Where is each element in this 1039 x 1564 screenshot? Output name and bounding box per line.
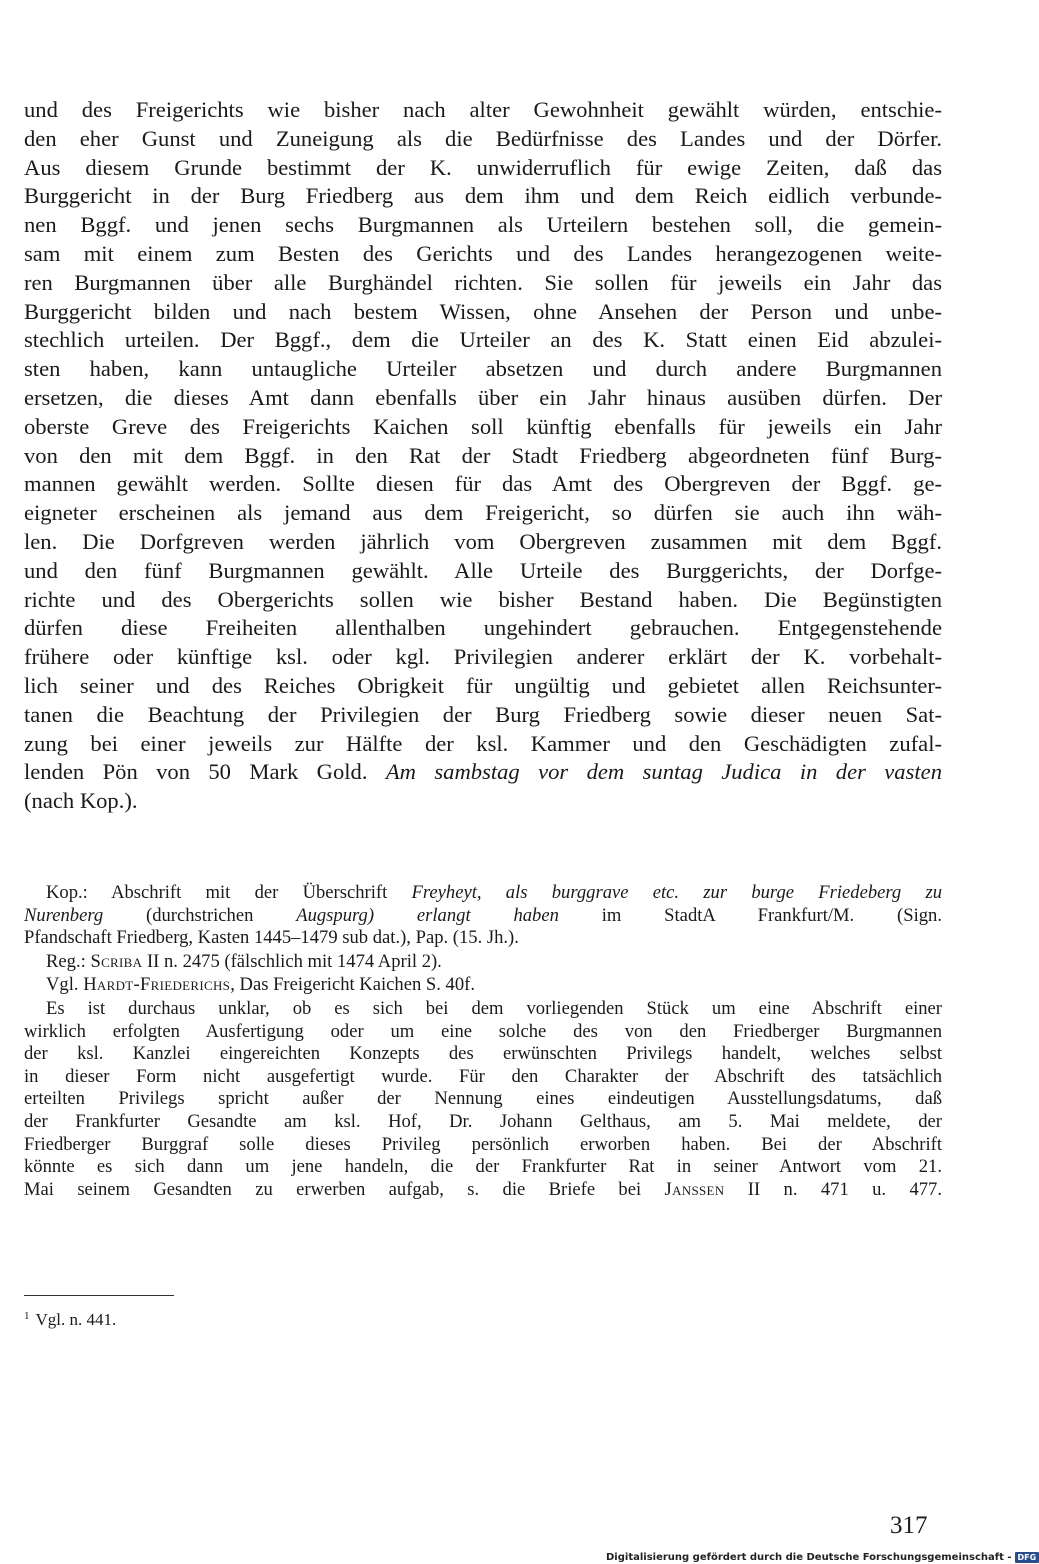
main-text-line: lich seiner und des Reiches Obrigkeit für ungültig und gebietet allen Reichsunter- bbox=[24, 672, 942, 698]
main-text-line: oberste Greve des Freigerichts Kaichen soll künftig ebenfalls für jeweils ein Jahr bbox=[24, 413, 942, 439]
note-vgl-line bbox=[24, 974, 942, 997]
commentary-line: der ksl. Kanzlei eingereichten Konzepts des erwünschten Privilegs handelt, welches selbst bbox=[24, 1043, 942, 1065]
main-text-line: zung bei einer jeweils zur Hälfte der ksl. Kammer und den Geschädigten zufal- bbox=[24, 730, 942, 756]
main-text-line-date bbox=[24, 758, 942, 787]
note-vgl bbox=[24, 974, 942, 997]
note-label: Kop.: bbox=[46, 882, 88, 903]
editorial-notes bbox=[24, 882, 942, 1202]
main-text-line: eigneter erscheinen als jemand aus dem Freigericht, so dürfen sie auch ihn wäh- bbox=[24, 500, 942, 526]
main-text-line: stechlich urteilen. Der Bggf., dem die Urteiler an des K. Statt einen Eid abzulei- bbox=[24, 327, 942, 353]
main-text-line-source: (nach Kop.). bbox=[24, 788, 138, 814]
note-kop-line-1 bbox=[24, 882, 942, 905]
main-text-line: dürfen diese Freiheiten allenthalben ungehindert gebrauchen. Entgegenstehende bbox=[24, 615, 942, 641]
text-segment: lenden Pön von 50 Mark Gold. bbox=[24, 759, 386, 785]
main-text-line: Burggericht in der Burg Friedberg aus dem ihm und dem Reich eidlich verbunde- bbox=[24, 183, 942, 209]
credit-text: Digitalisierung gefördert durch die Deutsche Forschungsgemeinschaft - bbox=[606, 1552, 1012, 1563]
note-label: Vgl. bbox=[46, 974, 79, 996]
text-segment: im StadtA Frankfurt/M. (Sign. bbox=[558, 904, 942, 926]
footnote-marker: 1 bbox=[24, 1310, 30, 1322]
text-segment bbox=[374, 905, 417, 926]
main-text-line: den eher Gunst und Zuneigung als die Bedürfnisse des Landes und der Dörfer. bbox=[24, 125, 942, 151]
main-text-line: sten haben, kann untaugliche Urteiler absetzen und durch andere Burgmannen bbox=[24, 356, 942, 382]
note-kop bbox=[24, 882, 942, 950]
note-reg bbox=[24, 951, 942, 974]
text-segment: II n. 471 u. 477. bbox=[724, 1178, 942, 1200]
note-label: Reg.: bbox=[46, 950, 86, 972]
main-text-block bbox=[24, 96, 942, 816]
dfg-logo-icon: DFG bbox=[1015, 1552, 1039, 1563]
author-name: Janssen bbox=[664, 1178, 725, 1200]
main-text-line: ren Burgmannen über alle Burghändel richten. Sie sollen für jeweils ein Jahr das bbox=[24, 269, 942, 295]
quoted-heading: erlangt haben bbox=[416, 904, 559, 926]
main-text-line: Aus diesem Grunde bestimmt der K. unwiderruflich für ewige Zeiten, daß das bbox=[24, 154, 942, 180]
digitization-credit bbox=[606, 1551, 1039, 1564]
main-text-line: und den fünf Burgmannen gewählt. Alle Urteile des Burggerichts, der Dorfge- bbox=[24, 557, 942, 583]
note-kop-line-3: Pfandschaft Friedberg, Kasten 1445–1479 sub dat.), Pap. (15. Jh.). bbox=[24, 927, 519, 949]
commentary-line: wirklich erfolgten Ausfertigung oder um eine solche des von den Friedberger Burgmannen bbox=[24, 1020, 942, 1042]
commentary-line: Friedberger Burggraf solle dieses Privileg persönlich erworben haben. Bei der Abschrift bbox=[24, 1133, 942, 1155]
footnote bbox=[24, 1306, 116, 1330]
commentary-line: könnte es sich dann um jene handeln, die der Frankfurter Rat in seiner Antwort vom 21. bbox=[24, 1156, 942, 1178]
commentary-line: der Frankfurter Gesandte am ksl. Hof, Dr. Johann Gelthaus, am 5. Mai meldete, der bbox=[24, 1110, 942, 1132]
text-segment: Abschrift mit der Überschrift bbox=[87, 882, 412, 903]
main-text-line: len. Die Dorfgreven werden jährlich vom Obergreven zusammen mit dem Bggf. bbox=[24, 528, 942, 554]
main-text-line: nen Bggf. und jenen sechs Burgmannen als Urteilern bestehen soll, die gemein- bbox=[24, 212, 942, 238]
text-segment: Mai seinem Gesandten zu erwerben aufgab, s. die Briefe bei bbox=[24, 1178, 665, 1200]
dating-clause: Am sambstag vor dem suntag Judica in der vasten bbox=[385, 759, 942, 785]
commentary-line: in dieser Form nicht ausgefertigt wurde. Für den Charakter der Abschrift des tatsächlich bbox=[24, 1065, 942, 1087]
main-text-line: und des Freigerichts wie bisher nach alter Gewohnheit gewählt würden, entschie- bbox=[24, 97, 942, 122]
author-name: Hardt-Friederichs bbox=[83, 974, 231, 996]
quoted-heading: Nurenberg bbox=[24, 904, 104, 926]
main-text-line: frühere oder künftige ksl. oder kgl. Privilegien anderer erklärt der K. vorbehalt- bbox=[24, 644, 942, 670]
note-reg-line bbox=[24, 951, 942, 974]
footnote-text: Vgl. n. 441. bbox=[35, 1310, 117, 1329]
main-text-line: richte und des Obergerichts sollen wie bisher Bestand haben. Die Begünstigten bbox=[24, 586, 942, 612]
struck-word: Augspurg) bbox=[296, 904, 375, 926]
note-commentary bbox=[24, 998, 942, 1201]
main-text-line: ersetzen, die dieses Amt dann ebenfalls über ein Jahr hinaus ausüben dürfen. Der bbox=[24, 384, 942, 410]
page-number: 317 bbox=[890, 1512, 928, 1539]
commentary-line-last bbox=[24, 1179, 942, 1202]
main-text-line: mannen gewählt werden. Sollte diesen für das Amt des Obergreven der Bggf. ge- bbox=[24, 471, 942, 497]
text-segment: (durchstrichen bbox=[103, 904, 297, 926]
main-text-line: sam mit einem zum Besten des Gerichts und des Landes herangezogenen weite- bbox=[24, 240, 942, 266]
text-segment: , Das Freigericht Kaichen S. 40f. bbox=[230, 974, 475, 996]
text-segment: II n. 2475 (fälschlich mit 1474 April 2). bbox=[142, 950, 442, 972]
quoted-heading: Freyheyt, als burggrave etc. zur burge Friedeberg zu bbox=[411, 882, 942, 903]
main-text-line: Burggericht bilden und nach bestem Wissen, ohne Ansehen der Person und unbe- bbox=[24, 298, 942, 324]
commentary-line: erteilten Privilegs spricht außer der Nennung eines eindeutigen Ausstellungsdatums, daß bbox=[24, 1088, 942, 1110]
main-text-line: tanen die Beachtung der Privilegien der Burg Friedberg sowie dieser neuen Sat- bbox=[24, 701, 942, 727]
footnote-divider bbox=[24, 1295, 174, 1296]
main-text-line: von den mit dem Bggf. in den Rat der Stadt Friedberg abgeordneten fünf Burg- bbox=[24, 442, 942, 468]
note-kop-line-2 bbox=[24, 905, 942, 928]
commentary-line: Es ist durchaus unklar, ob es sich bei dem vorliegenden Stück um eine Abschrift einer bbox=[46, 997, 942, 1019]
author-name: Scriba bbox=[90, 950, 143, 972]
